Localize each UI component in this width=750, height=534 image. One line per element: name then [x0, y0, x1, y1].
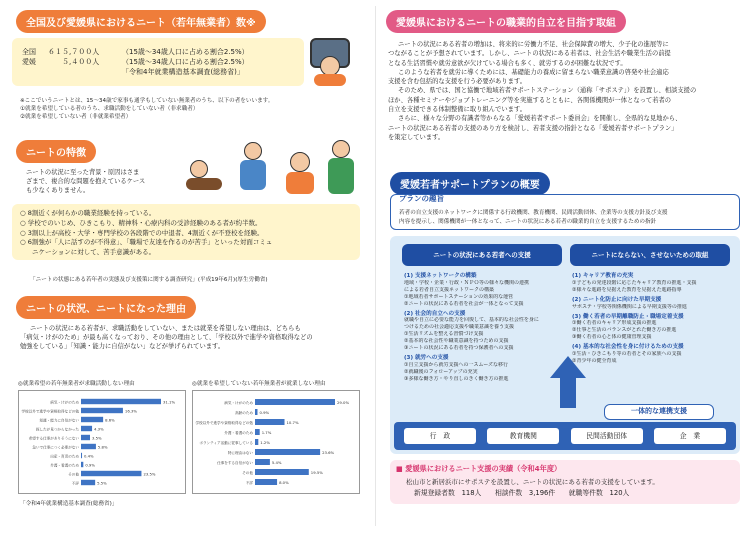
features-bullets — [20, 209, 356, 258]
footnote-line: ②就業を希望していない者（非就業希望者） — [20, 114, 132, 120]
chart-bar — [255, 399, 335, 405]
support-item-line: ①生活・ひきこもり等の若者とその家族への支援 — [572, 351, 682, 358]
person-body-icon — [328, 158, 354, 194]
chart-value-label: 0.4% — [84, 453, 94, 459]
stats-source: 「令和4年就業構造基本調査(総務省)」 — [122, 68, 244, 76]
results-title: ■ 愛媛県におけるニート支援の実績（令和4年度） — [396, 464, 562, 473]
person-icon — [244, 142, 262, 160]
plan-purpose-label: プランの趣旨 — [399, 194, 444, 203]
para-line: このような若者を就労に導くためには、基礎能力の養成に留まらない職業意識の啓発や社会適応 — [398, 68, 669, 76]
support-item-line: ②青少年の健全育成 — [572, 357, 617, 364]
chart-value-label: 31.1% — [163, 399, 176, 405]
chart-category-label: 介護・看護のため — [224, 431, 253, 435]
person-icon — [290, 152, 310, 172]
org-list — [404, 428, 726, 444]
chart-category-label: 病気・けがのため — [224, 401, 253, 405]
chart-bar — [255, 429, 260, 435]
col1-header: ニートの状況にある若者への支援 — [402, 244, 562, 266]
chart-value-label: 23.6% — [322, 450, 335, 455]
support-item-heading: (1) 支援ネットワークの構築 — [404, 273, 477, 279]
bullet-item: ニケーションに対して、苦手意識がある。 — [32, 248, 156, 257]
chart-value-label: 16.3% — [124, 408, 137, 414]
support-item-line: ③働く若者の心と体の健康管理支援 — [572, 334, 652, 341]
plan-purpose-box — [390, 194, 740, 230]
support-item-line: ①子どもの発達段階に応じたキャリア教育の推進・支援 — [572, 279, 697, 286]
support-item-line: ①生活リズムを整える習慣づけ支援 — [404, 331, 484, 338]
support-item-line: による若者自立支援ネットワークの構築 — [404, 286, 495, 293]
chart-bar — [81, 408, 123, 413]
support-item-heading: (2) 社会的自立への支援 — [404, 310, 466, 317]
chart-category-label: 希望する仕事がありそうにない — [28, 436, 79, 441]
chart-source: 「令和4年就業構造基本調査(総務省)」 — [20, 501, 118, 507]
person-body-icon — [314, 74, 346, 86]
stats-box — [12, 38, 304, 86]
chart-value-label: 19.5% — [310, 470, 323, 475]
stat-note: （15歳～34歳人口に占める割合2.5%） — [122, 58, 249, 66]
chart-value-label: 29.0% — [337, 400, 350, 405]
chart-bar — [81, 453, 82, 458]
para-line: 支援を含む包括的な支援を行う必要があります。 — [388, 78, 527, 86]
chart-bar — [255, 419, 285, 425]
chart-category-label: 介護・看護のため — [50, 463, 79, 468]
support-item-line: ①自立支援から就労支援への一スムーズな移行 — [404, 361, 508, 368]
chart1-frame — [18, 390, 186, 494]
col2-header: ニートにならない、させないための取組 — [570, 244, 730, 266]
chart-category-label: 不詳 — [71, 481, 79, 486]
support-item-heading: (2) ニート化防止に向けた早期支援 — [572, 296, 662, 303]
chart-bar — [81, 435, 90, 440]
desk-icon — [186, 178, 222, 190]
chart-bar — [255, 479, 277, 485]
person-icon — [190, 160, 208, 178]
chart-value-label: 0.9% — [85, 462, 95, 468]
chart-bar — [255, 449, 320, 455]
stat-area: 全国 — [22, 48, 36, 56]
para-line: さらに、様々な分野の有識者等からなる「愛媛若者サポート委員会」を開催し、全県的な見地から、 — [398, 115, 682, 123]
footnote-line: ※ここでいうニートとは、15～34歳で家事も通学もしていない無業者のうち、以下の者をいいます。 — [20, 98, 274, 104]
column-divider — [375, 6, 376, 526]
section2-title: ニートの特徴 — [16, 140, 96, 163]
chart2-frame — [192, 390, 360, 494]
chart-bar — [255, 459, 270, 465]
chart-category-label: その他 — [68, 472, 79, 477]
section1-title: 全国及び愛媛県におけるニート（若年無業者）数※ — [16, 10, 266, 33]
chart-category-label: 学校以外で進学や資格取得などの勉 — [195, 421, 253, 425]
chart1-svg — [19, 391, 185, 493]
chart-bar — [81, 417, 103, 422]
org-item: 行 政 — [404, 428, 476, 444]
chart-category-label: 高齢のため — [235, 411, 253, 415]
chart-value-label: 1.7% — [261, 430, 272, 435]
chart-category-label: 特に理由はない — [227, 451, 253, 455]
people-illustration — [186, 138, 362, 202]
footnote-line: ①就業を希望している者のうち、求職活動をしていない者（非求職者） — [20, 106, 199, 112]
arrow-up-icon — [550, 356, 586, 378]
chart-bar — [81, 471, 141, 476]
collab-label: 一体的な連携支援 — [604, 404, 714, 420]
chart-category-label: 出産・育児のため — [50, 454, 79, 459]
col2-items — [572, 270, 730, 365]
support-item-heading: (4) 基本的な社会性を身に付けるための支援 — [572, 344, 684, 351]
para-line: 自立を支援できる体制整備に取り組んでいます。 — [388, 106, 527, 114]
support-item-line: 地域・学校・企業・行政・ＮＰＯ等の様々な機関の連携 — [404, 279, 530, 286]
chart1-title: ◎就業希望の若年無業者が求職活動しない理由 — [18, 381, 135, 387]
chart-value-label: 10.7% — [286, 420, 299, 425]
chart-category-label: 急いで仕事につく必要がない — [32, 445, 79, 450]
features-bullets-box — [12, 204, 360, 260]
support-item-line: ③多様な働き方・やり直しのきく働き方の推進 — [404, 375, 509, 382]
support-item-line: ②ニートの状況にある若者を社会が一体となって支援 — [404, 300, 524, 307]
support-item-line: ①地域若者サポートステーションの効果的な運営 — [404, 293, 514, 300]
bullet-item: ○ 学校でのいじめ、ひきこもり、精神科・心療内科の受診経験のある者が約半数。 — [20, 218, 262, 227]
bullet-item: ○ 6割強が「人に話すのが不得意」、「職場で友達を作るのが苦手」といった対面コミュ — [20, 238, 273, 247]
support-item-line: 就職や自立に必要な能力を回復して、基本的な社会性を身に — [404, 317, 539, 324]
chart-bar — [81, 399, 161, 404]
features-intro — [26, 168, 196, 196]
org-item: 教育機関 — [487, 428, 559, 444]
chart-category-label: 探したが見つからなかった — [35, 427, 79, 432]
bullet-item: ○ 3割以上が高校・大学・専門学校の各段階での中退者、4割近くが不登校を経験。 — [20, 228, 264, 237]
support-item-heading: (3) 就労への支援 — [404, 354, 449, 361]
para-line: ほか、各種セミナーやジョブトレーニング等を実施するとともに、各関係機関が一体となって若者の — [388, 96, 672, 104]
features-source: 「ニートの状態にある若年者の実態及び支援策に関する調査研究」(平成19年6月)(厚生労働省) — [30, 277, 268, 283]
results-box — [390, 460, 740, 504]
chart-bar — [255, 409, 257, 415]
chart-bar — [81, 480, 95, 485]
chart2-svg — [193, 391, 359, 493]
org-item: 民間活動団体 — [571, 428, 643, 444]
chart-category-label: 不詳 — [245, 481, 253, 485]
chart-bar — [255, 469, 309, 475]
section3-title: ニートの状況、ニートになった理由 — [16, 296, 196, 319]
chart-bar — [81, 444, 96, 449]
person-body-icon — [240, 160, 266, 190]
support-item-line: サポステ・学校等関係機関による早期支援等の推進 — [572, 303, 687, 310]
chart2-title: ◎就業を希望していない若年無業者が就業しない理由 — [192, 381, 326, 387]
org-item: 企 業 — [654, 428, 726, 444]
chart-value-label: 5.5% — [97, 480, 107, 486]
chart-bar — [81, 426, 92, 431]
person-body-icon — [286, 172, 314, 194]
chart-category-label: その他 — [242, 471, 253, 475]
person-icon — [320, 56, 340, 76]
para-line: を策定しています。 — [388, 133, 445, 141]
chart-bar — [81, 462, 83, 467]
stat-area: 愛媛 — [22, 58, 36, 66]
para-line: ニートの状況にある若者の支援のあり方を検討し、若者支援の指針となる「愛媛若者サポートプラン」 — [388, 124, 678, 132]
support-item-line: ②就職後のフォローアップの充実 — [404, 368, 478, 375]
chart-value-label: 5.4% — [271, 460, 282, 465]
support-item-heading: (1) キャリア教育の充実 — [572, 273, 634, 279]
chart-value-label: 5.8% — [97, 444, 108, 450]
right-section2-title: 愛媛若者サポートプランの概要 — [390, 172, 550, 195]
support-item-line: つけるための社会適応支援や職業意識を養う支援 — [404, 324, 515, 331]
para-line: となる生活習慣や就労意欲が欠けている場合も多く、就労するのが困難な状況です。 — [388, 59, 627, 67]
results-line1: 松山市と新居浜市にサポステを設置し、ニートの状況にある若者の支援をしています。 — [406, 478, 659, 486]
chart-category-label: 仕事をする自信がない — [217, 461, 253, 465]
plan-text-line: 内容を提示し、関係機関が一体となって、ニートの状況にある若者の職業的自立を支援するための指針 — [399, 219, 657, 225]
arrow-stem — [560, 378, 576, 408]
para-line: ニートの状況にある若者の増加は、将来的に労働力不足、社会保障費の増大、少子化の進展等に — [398, 41, 669, 48]
person-computer-illustration — [306, 36, 358, 88]
plan-diagram — [390, 236, 740, 454]
plan-text-line: 若者の自立支援のネットワークに関係する行政機関、教育機関、民間活動団体、企業等の支援方針及び支援 — [399, 210, 668, 216]
col1-items — [404, 270, 562, 383]
support-item-line: ②仕事と生活のバランスがとれた働き方の推進 — [572, 327, 677, 334]
bullet-item: ○ 8割近くが何らかの職業経験を持っている。 — [20, 209, 156, 217]
results-line2: 新規登録者数 118人 相談件数 3,196件 就職等件数 120人 — [414, 489, 630, 497]
para-line: 勉強をしている」「知識・能力に自信がない」などが挙げられています。 — [20, 343, 225, 351]
para-line: そのため、県では、国と協働で地域若者サポートステーション（通称「サポステ」）を設置し、相談支援の — [398, 87, 697, 95]
initiative-paragraph — [388, 40, 744, 142]
chart-value-label: 4.3% — [94, 426, 104, 432]
stat-num: ６１５,７００人 — [48, 48, 100, 56]
stats-rows — [22, 47, 249, 77]
chart-category-label: ボランティア活動に従事している — [199, 441, 253, 445]
support-item-line: ③ニートの状況にある若者を持つ保護者への支援 — [404, 345, 514, 352]
chart-category-label: 学校以外で進学や資格取得などの勉 — [21, 409, 79, 414]
chart-value-label: 1.2% — [260, 440, 270, 445]
para-line: つながることが予想されています。しかし、ニートの状況にある若者は、社会生活や職業生活の前提 — [388, 50, 671, 58]
support-item-line: ①働く若者のキャリア形成支援の推進 — [572, 320, 657, 327]
right-section1-title: 愛媛県におけるニートの職業的自立を目指す取組 — [386, 10, 626, 33]
definition-footnotes — [20, 97, 360, 121]
intro-line: も少なくありません。 — [26, 187, 90, 195]
chart-bar — [255, 439, 258, 445]
stat-note: （15歳～34歳人口に占める割合2.5%） — [122, 48, 249, 56]
chart-value-label: 8.6% — [105, 417, 115, 423]
support-item-line: ②様々な進路を見据えた教育を見据えた進路指導 — [572, 286, 682, 293]
person-icon — [332, 140, 350, 158]
support-item-heading: (3) 働く若者の早期離職防止・職場定着支援 — [572, 313, 684, 320]
chart-value-label: 8.0% — [279, 480, 289, 485]
para-line: ニートの状況にある若者が、求職活動をしていない、または就業を希望しない理由は、どちらも — [30, 325, 301, 332]
para-line: 「病気・けがのため」が最も高くなっており、その他の理由として、「学校以外で進学や資格取得などの — [20, 334, 313, 342]
chart-category-label: 知識・能力に自信がない — [39, 418, 79, 423]
intro-line: ざまで、複合的な問題を抱えているケース — [26, 178, 146, 186]
chart-value-label: 23.5% — [143, 471, 156, 477]
plan-purpose-text — [399, 209, 737, 227]
reasons-paragraph — [20, 324, 364, 352]
chart-category-label: 病気・けがのため — [50, 400, 79, 405]
chart-value-label: 3.5% — [92, 435, 102, 441]
intro-line: ニートの状況に至った背景・原因はさま — [26, 169, 140, 176]
support-item-line: ②基本的な社会性や職業意識を持つための支援 — [404, 338, 509, 345]
stat-num: ５,４００人 — [62, 58, 100, 66]
chart-value-label: 0.9% — [259, 410, 270, 415]
